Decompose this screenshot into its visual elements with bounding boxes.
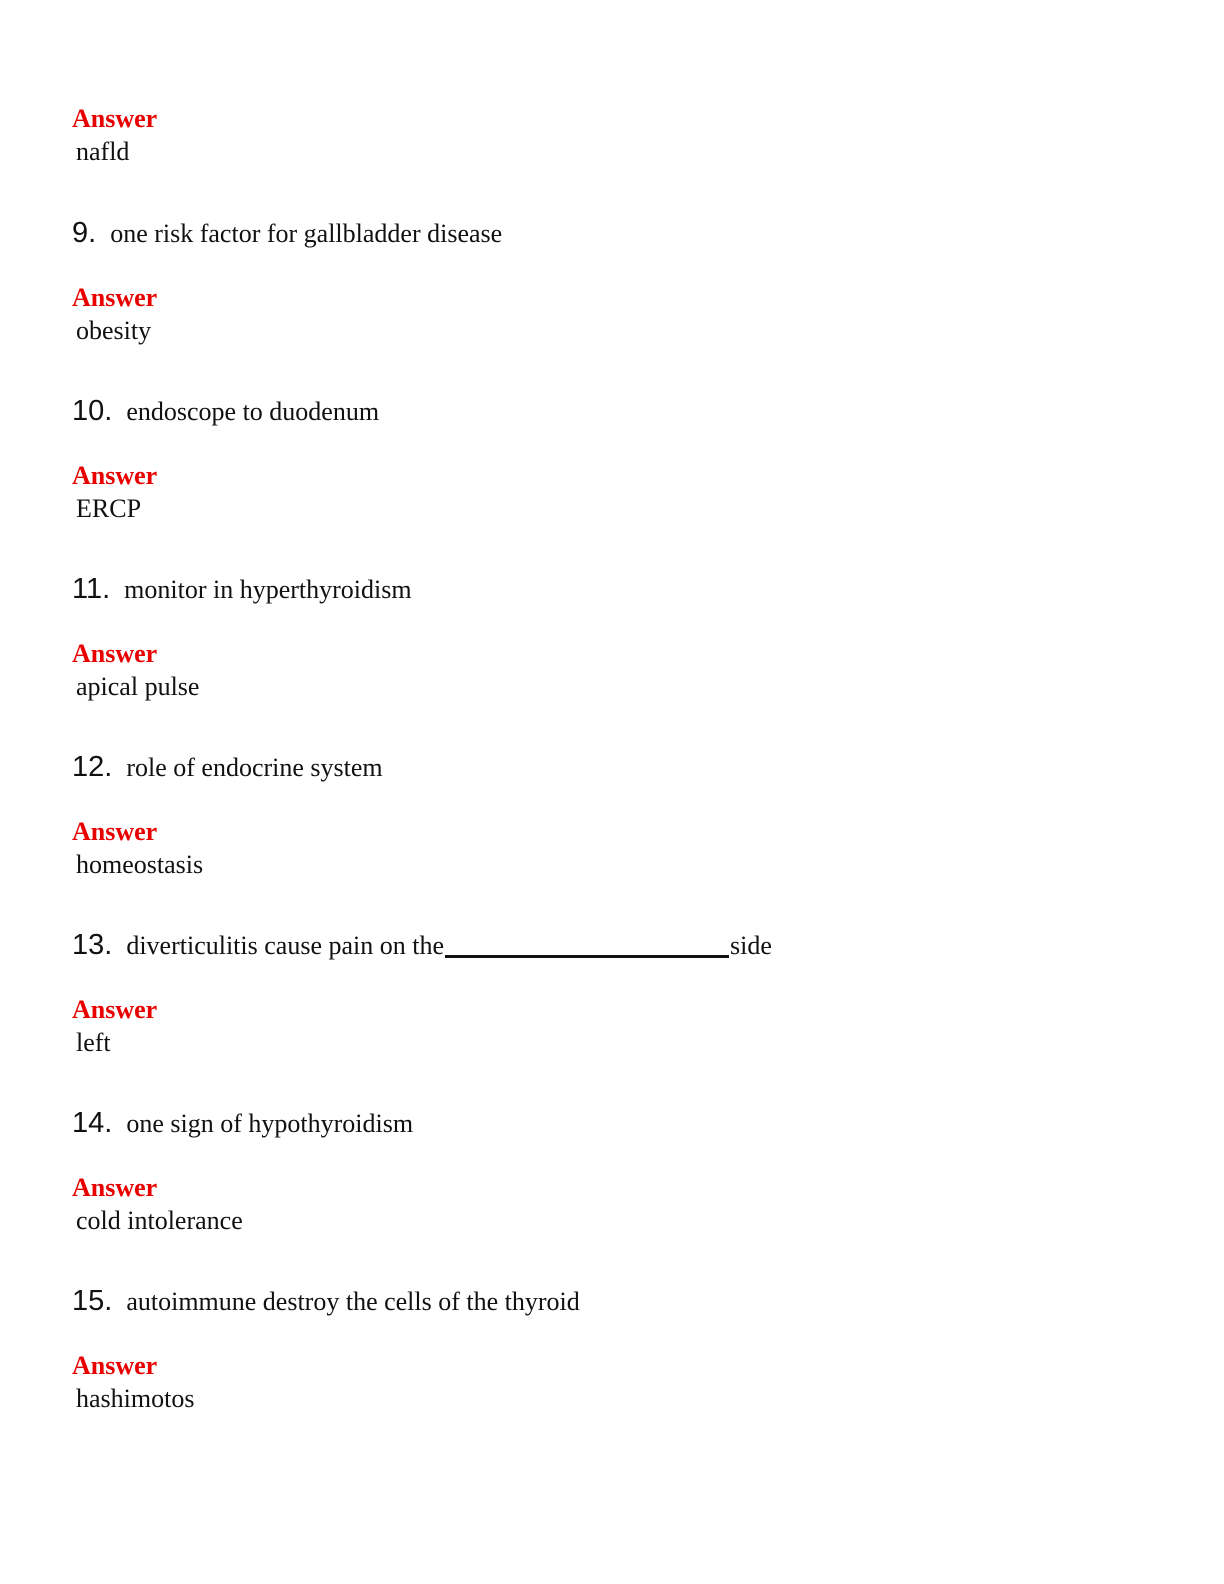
question-text-after: side (730, 931, 772, 960)
question-text: one risk factor for gallbladder disease (110, 219, 503, 248)
question-number: 15. (72, 1285, 113, 1317)
answer-label: Answer (72, 995, 158, 1024)
question-text: one sign of hypothyroidism (126, 1109, 414, 1138)
question-text: role of endocrine system (126, 753, 383, 782)
answer-text: hashimotos (76, 1384, 195, 1413)
answer-block-11 (72, 639, 199, 702)
question-9 (72, 218, 502, 249)
question-text: autoimmune destroy the cells of the thyroid (126, 1287, 580, 1316)
question-11 (72, 574, 412, 605)
answer-label: Answer (72, 461, 158, 490)
answer-text: homeostasis (76, 850, 204, 879)
answer-text: nafld (76, 137, 130, 166)
answer-block-13 (72, 995, 157, 1058)
question-text: monitor in hyperthyroidism (124, 575, 412, 604)
answer-label: Answer (72, 817, 158, 846)
question-14 (72, 1108, 413, 1139)
answer-block-10 (72, 461, 157, 524)
answer-label: Answer (72, 283, 158, 312)
answer-label: Answer (72, 104, 158, 133)
answer-block-14 (72, 1173, 243, 1236)
question-number: 9. (72, 217, 97, 249)
question-number: 10. (72, 395, 113, 427)
question-15 (72, 1286, 580, 1317)
answer-text: obesity (76, 316, 152, 345)
answer-text: apical pulse (76, 672, 200, 701)
question-number: 12. (72, 751, 113, 783)
answer-block-9 (72, 283, 157, 346)
question-10 (72, 396, 379, 427)
question-12 (72, 752, 383, 783)
question-text-before: diverticulitis cause pain on the (126, 931, 445, 960)
answer-block-12 (72, 817, 203, 880)
question-number: 11. (72, 573, 111, 605)
question-text: endoscope to duodenum (126, 397, 380, 426)
question-number: 14. (72, 1107, 113, 1139)
fill-in-blank-line (445, 955, 729, 958)
answer-block-8 (72, 104, 157, 167)
question-number: 13. (72, 929, 113, 961)
answer-block-15 (72, 1351, 194, 1414)
question-13 (72, 930, 772, 961)
answer-label: Answer (72, 1351, 158, 1380)
answer-label: Answer (72, 639, 158, 668)
answer-text: cold intolerance (76, 1206, 243, 1235)
answer-label: Answer (72, 1173, 158, 1202)
answer-text: ERCP (76, 494, 142, 523)
answer-text: left (76, 1028, 111, 1057)
